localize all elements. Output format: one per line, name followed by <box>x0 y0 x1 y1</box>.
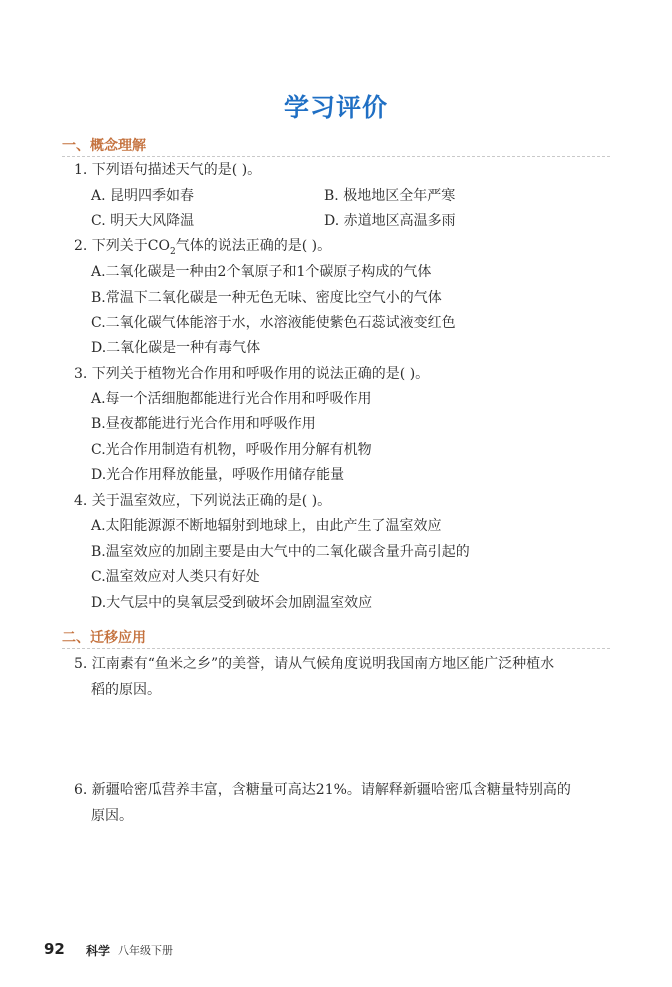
question-2-option-d: D.二氧化碳是一种有毒气体 <box>91 340 261 356</box>
question-1-stem: 1. 下列语句描述天气的是( )。 <box>74 162 262 178</box>
question-5-line-1: 5. 江南素有“鱼米之乡”的美誉，请从气候角度说明我国南方地区能广泛种植水 <box>74 656 555 672</box>
question-3-option-b: B.昼夜都能进行光合作用和呼吸作用 <box>91 416 316 432</box>
footer-grade: 八年级下册 <box>118 944 173 957</box>
section-divider <box>62 648 610 650</box>
question-2-option-c: C.二氧化碳气体能溶于水，水溶液能使紫色石蕊试液变红色 <box>91 315 456 331</box>
question-1-option-d: D. 赤道地区高温多雨 <box>324 213 456 229</box>
question-2-stem <box>74 236 331 262</box>
question-4-option-a: A.太阳能源源不断地辐射到地球上，由此产生了温室效应 <box>91 518 442 534</box>
page-number: 92 <box>44 940 65 958</box>
question-4-option-b: B.温室效应的加剧主要是由大气中的二氧化碳含量升高引起的 <box>91 544 470 560</box>
section-heading-application: 二、迁移应用 <box>62 630 146 646</box>
question-4-stem: 4. 关于温室效应，下列说法正确的是( )。 <box>74 493 332 509</box>
question-4-option-d: D.大气层中的臭氧层受到破坏会加剧温室效应 <box>91 595 373 611</box>
question-4-option-c: C.温室效应对人类只有好处 <box>91 569 260 585</box>
question-2-option-b: B.常温下二氧化碳是一种无色无味、密度比空气小的气体 <box>91 290 442 306</box>
question-6-line-2: 原因。 <box>91 808 133 824</box>
question-1-option-c: C. 明天大风降温 <box>91 213 195 229</box>
question-2-stem-start: 2. 下列关于CO <box>74 238 170 254</box>
question-1-option-a: A. 昆明四季如春 <box>91 188 195 204</box>
question-1-option-b: B. 极地地区全年严寒 <box>324 188 456 204</box>
question-6-line-1: 6. 新疆哈密瓜营养丰富，含糖量可高达21%。请解释新疆哈密瓜含糖量特别高的 <box>74 782 571 798</box>
question-3-option-c: C.光合作用制造有机物，呼吸作用分解有机物 <box>91 442 372 458</box>
page-title: 学习评价 <box>283 93 388 122</box>
footer-subject: 科学 <box>86 944 111 958</box>
section-heading-concepts: 一、概念理解 <box>62 138 146 154</box>
question-2-option-a: A.二氧化碳是一种由2个氧原子和1个碳原子构成的气体 <box>91 264 432 280</box>
question-2-subscript: 2 <box>170 246 176 257</box>
section-divider <box>62 156 610 158</box>
question-3-option-a: A.每一个活细胞都能进行光合作用和呼吸作用 <box>91 391 372 407</box>
question-3-option-d: D.光合作用释放能量，呼吸作用储存能量 <box>91 467 345 483</box>
question-2-stem-end: 气体的说法正确的是( )。 <box>175 238 332 254</box>
question-5-line-2: 稻的原因。 <box>91 682 161 698</box>
question-3-stem: 3. 下列关于植物光合作用和呼吸作用的说法正确的是( )。 <box>74 366 430 382</box>
